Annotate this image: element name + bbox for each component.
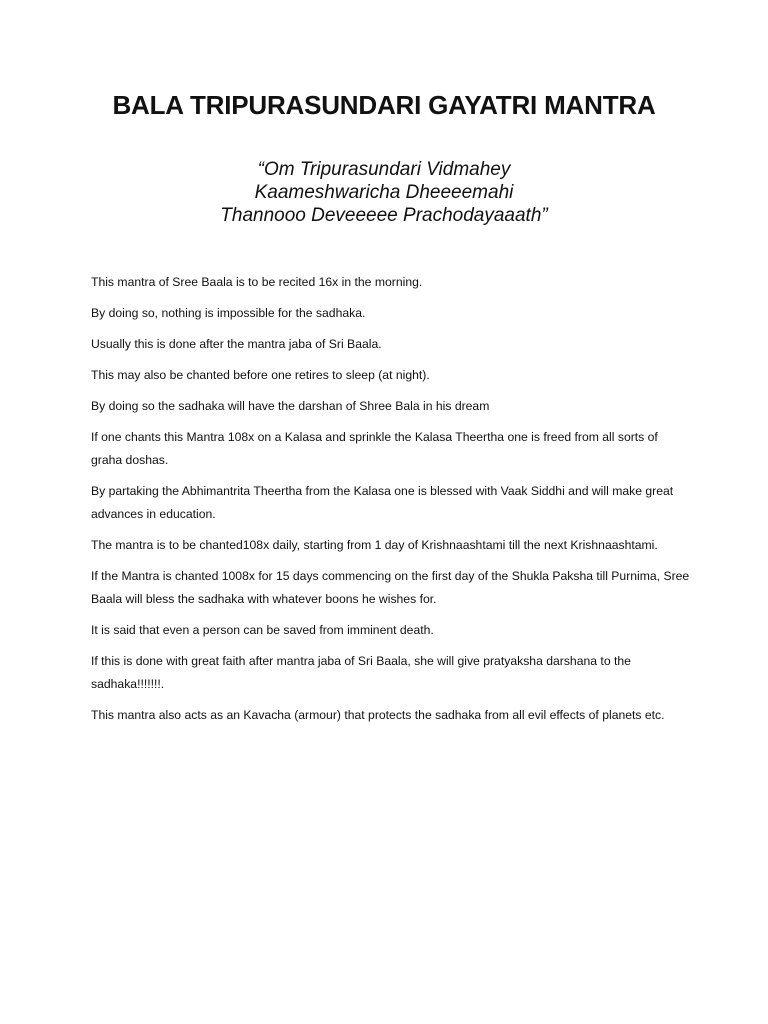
paragraph: By partaking the Abhimantrita Theertha from the Kalasa one is blessed with Vaak Siddhi and will make great advances in education. (91, 484, 674, 521)
paragraph: If one chants this Mantra 108x on a Kalasa and sprinkle the Kalasa Theertha one is freed from all sorts of graha doshas. (91, 430, 658, 467)
paragraph: This may also be chanted before one retires to sleep (at night). (91, 368, 430, 382)
mantra-block (0, 158, 768, 227)
paragraph: By doing so the sadhaka will have the darshan of Shree Bala in his dream (91, 399, 490, 413)
paragraph: If the Mantra is chanted 1008x for 15 days commencing on the first day of the Shukla Paksha till Purnima, Sree Baala will bless the sadhaka with whatever boons he wishes for. (91, 569, 690, 606)
paragraph: This mantra of Sree Baala is to be recited 16x in the morning. (91, 275, 423, 289)
paragraph: The mantra is to be chanted108x daily, starting from 1 day of Krishnaashtami till the next Krishnaashtami. (91, 538, 658, 552)
paragraph: By doing so, nothing is impossible for the sadhaka. (91, 306, 366, 320)
paragraph: Usually this is done after the mantra jaba of Sri Baala. (91, 337, 382, 351)
paragraph: It is said that even a person can be saved from imminent death. (91, 623, 434, 637)
mantra-line: “Om Tripurasundari Vidmahey (257, 159, 511, 180)
paragraph: If this is done with great faith after mantra jaba of Sri Baala, she will give pratyaksha darshana to the sadhaka!!!!!!!. (91, 654, 631, 691)
paragraph: This mantra also acts as an Kavacha (armour) that protects the sadhaka from all evil effects of planets etc. (91, 708, 665, 722)
mantra-line: Thannooo Deveeeee Prachodayaaath” (220, 205, 548, 226)
document-body (91, 271, 691, 735)
document-title: BALA TRIPURASUNDARI GAYATRI MANTRA (112, 90, 656, 120)
mantra-line: Kaameshwaricha Dheeeemahi (254, 182, 514, 203)
